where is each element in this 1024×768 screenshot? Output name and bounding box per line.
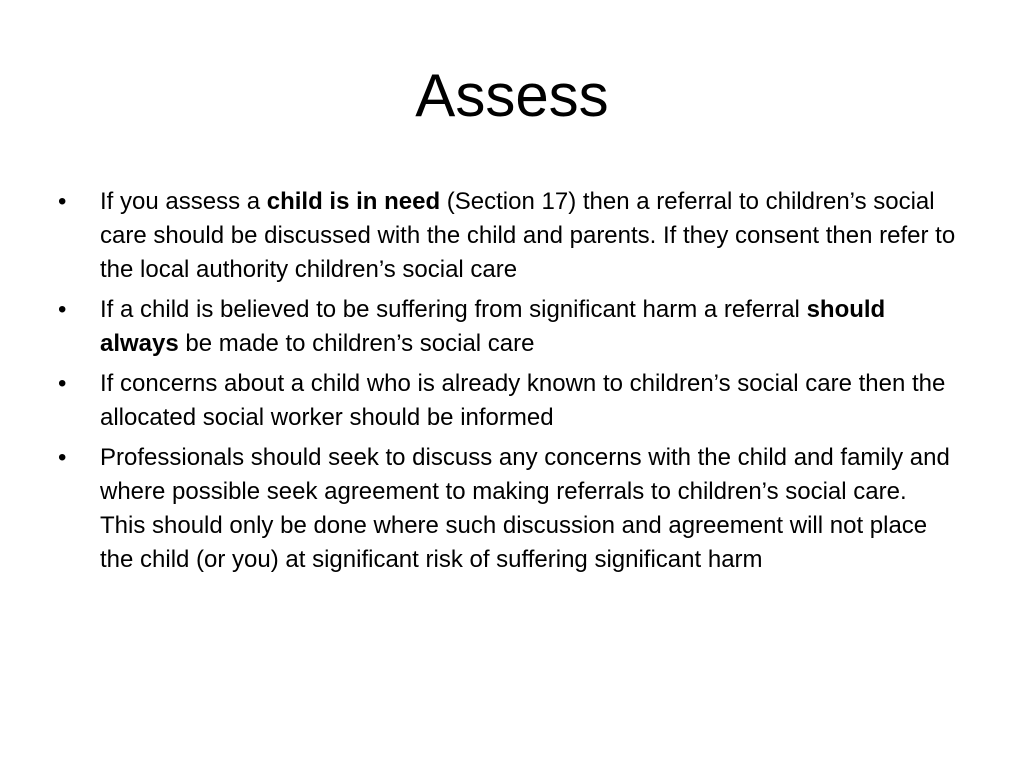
bullet-text-bold: should always	[100, 296, 886, 357]
slide-title: Assess	[415, 62, 609, 129]
bullet-text-pre: If you assess a	[100, 188, 267, 215]
bullet-text-pre: If concerns about a child who is already known to children’s social care then the allocated social worker should be informed	[100, 370, 946, 431]
bullet-text-post: be made to children’s social care	[178, 330, 535, 357]
bullet-text	[100, 188, 955, 283]
bullet-marker: •	[58, 296, 67, 323]
bullet-text-bold: child is in need	[266, 188, 441, 215]
bullet-text-pre: If a child is believed to be suffering from significant harm a referral	[100, 296, 807, 323]
bullet-marker: •	[58, 444, 67, 471]
bullet-text	[100, 444, 950, 573]
bullet-text	[100, 370, 945, 431]
bullet-list	[58, 185, 958, 583]
bullet-item	[58, 185, 958, 287]
bullet-marker: •	[58, 188, 67, 215]
bullet-item	[58, 441, 958, 577]
bullet-marker: •	[58, 370, 67, 397]
bullet-item	[58, 293, 958, 361]
bullet-text-pre: Professionals should seek to discuss any concerns with the child and family and where possible seek agreement to making referrals to children’s social care. This should only be done where such discussion and agreement will not place the child (or you) at significant risk of suffering significant harm	[100, 444, 950, 573]
bullet-text	[100, 296, 885, 357]
bullet-item	[58, 367, 958, 435]
bullet-text-post: (Section 17) then a referral to children’s social care should be discussed with the child and parents. If they consent then refer to the local authority children’s social care	[100, 188, 956, 283]
